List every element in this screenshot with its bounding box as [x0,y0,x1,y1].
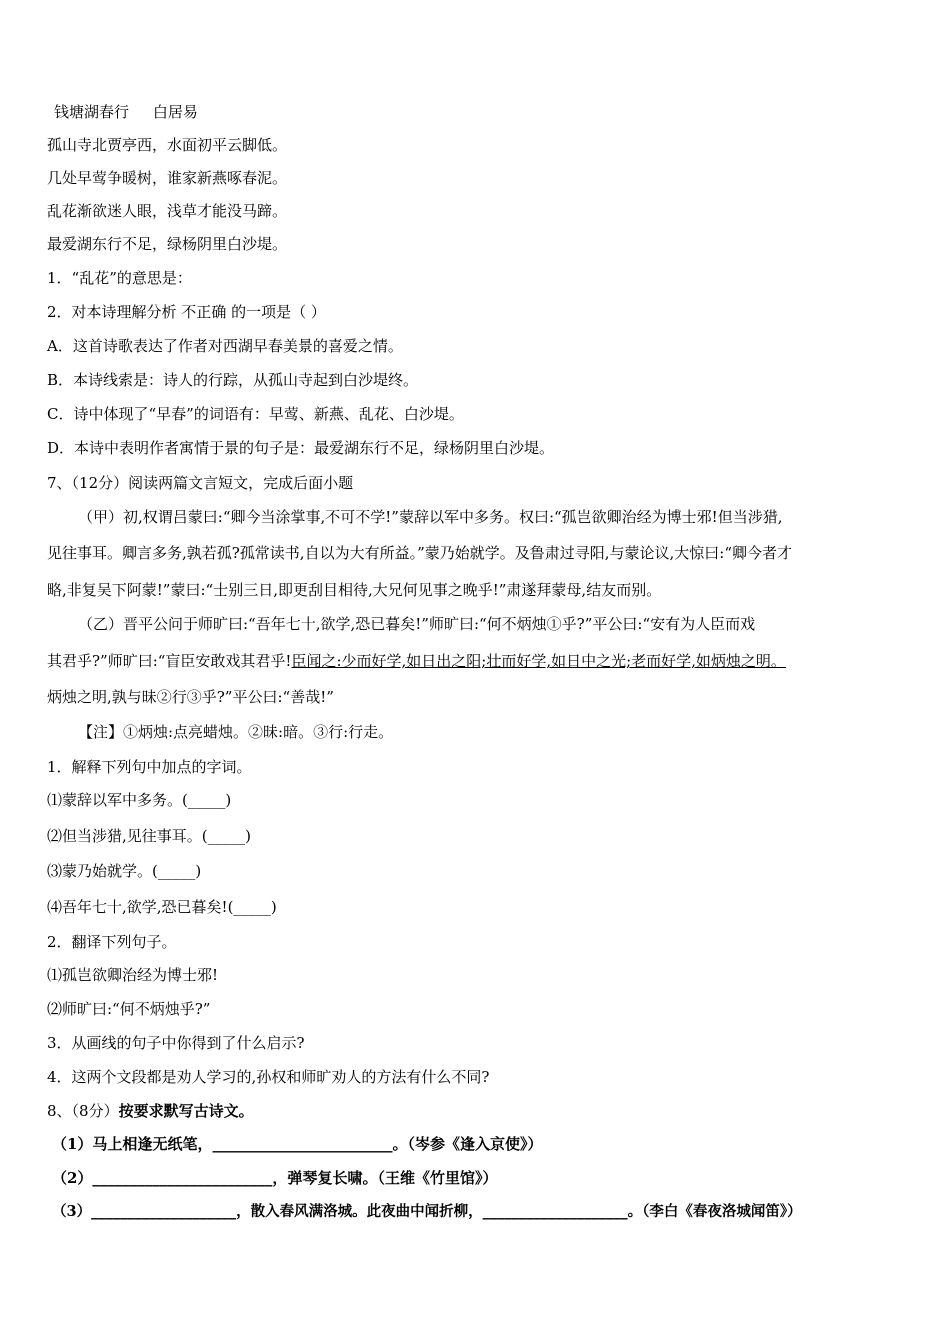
sub-question-item: ⑴蒙辞以军中多务。(_____) [47,791,232,809]
dictation-item: （1）马上相逢无纸笔，________________________。（岑参《逢入京使》） [52,1135,543,1153]
passage-yi-text: 其君乎?”师旷曰:“盲臣安敢戏其君乎! [47,652,292,670]
poem-line: 几处早莺争暖树，谁家新燕啄春泥。 [47,169,288,187]
passage-yi-line: （乙）晋平公问于师旷曰:“吾年七十,欲学,恐已暮矣!”师旷曰:“何不炳烛①乎?”平公曰:“安有为人臣而戏 [78,615,756,633]
passage-jia-line: 略,非复吴下阿蒙!”蒙曰:“士别三日,即更刮目相待,大兄何见事之晚乎!”肃遂拜蒙母,结友而别。 [47,581,662,599]
q8-heading-prefix: 8、（8分） [47,1102,119,1120]
sub-question-item: ⑷吾年七十,欲学,恐已暮矣!(_____) [47,898,277,916]
sub-question-item: ⑵师旷曰:“何不炳烛乎?” [47,1000,211,1018]
option-b: B．本诗线索是：诗人的行踪，从孤山寺起到白沙堤终。 [47,371,419,389]
annotation-note: 【注】①炳烛:点亮蜡烛。②昧:暗。③行:行走。 [78,723,394,741]
sub-question: 3．从画线的句子中你得到了什么启示? [47,1034,305,1052]
option-a: A．这首诗歌表达了作者对西湖早春美景的喜爱之情。 [47,337,403,355]
option-c: C．诗中体现了“早春”的词语有：早莺、新燕、乱花、白沙堤。 [47,405,464,423]
dictation-item: （2）________________________，弹琴复长啸。（王维《竹里馆》） [52,1169,498,1187]
passage-jia-line: 见往事耳。卿言多务,孰若孤?孤常读书,自以为大有所益。”蒙乃始就学。及鲁肃过寻阳,与蒙论议,大惊曰:“卿今者才 [47,544,793,562]
passage-yi-line [47,651,786,671]
poem-question-2: 2．对本诗理解分析 不正确 的一项是（ ） [47,303,326,321]
q8-heading [47,1101,254,1121]
sub-question-item: ⑵但当涉猎,见往事耳。(_____) [47,827,251,845]
sub-question-item: ⑴孤岂欲卿治经为博士邪! [47,966,219,984]
sub-question: 1．解释下列句中加点的字词。 [47,758,252,776]
option-d: D．本诗中表明作者寓情于景的句子是：最爱湖东行不足，绿杨阴里白沙堤。 [47,439,555,457]
poem-line: 孤山寺北贾亭西，水面初平云脚低。 [47,136,288,154]
poem-line: 最爱湖东行不足，绿杨阴里白沙堤。 [47,235,288,253]
poem-title: 钱塘湖春行 [54,103,130,121]
q8-heading-bold: 按要求默写古诗文。 [118,1102,254,1120]
poem-author: 白居易 [152,103,198,121]
q7-heading: 7、（12分）阅读两篇文言短文，完成后面小题 [47,474,354,492]
dictation-item: （3）____________________，散入春风满洛城。此夜曲中闻折柳，____________________。（李白《春夜洛城闻笛》） [52,1203,802,1220]
passage-jia-line: （甲）初,权谓吕蒙曰:“卿今当涂掌事,不可不学!”蒙辞以军中多务。权曰:“孤岂欲卿治经为博士邪!但当涉猎, [78,508,783,526]
poem-heading [54,102,198,122]
underlined-sentence: 臣闻之:少而好学,如日出之阳;壮而好学,如日中之光;老而好学,如炳烛之明。 [291,652,786,670]
sub-question-item: ⑶蒙乃始就学。(_____) [47,862,202,880]
sub-question: 4．这两个文段都是劝人学习的,孙权和师旷劝人的方法有什么不同? [47,1068,490,1086]
poem-question-1: 1．“乱花”的意思是： [47,269,192,287]
sub-question: 2．翻译下列句子。 [47,933,177,951]
passage-yi-line: 炳烛之明,孰与昧②行③乎?”平公曰:“善哉!” [47,688,334,706]
poem-line: 乱花渐欲迷人眼，浅草才能没马蹄。 [47,202,288,220]
